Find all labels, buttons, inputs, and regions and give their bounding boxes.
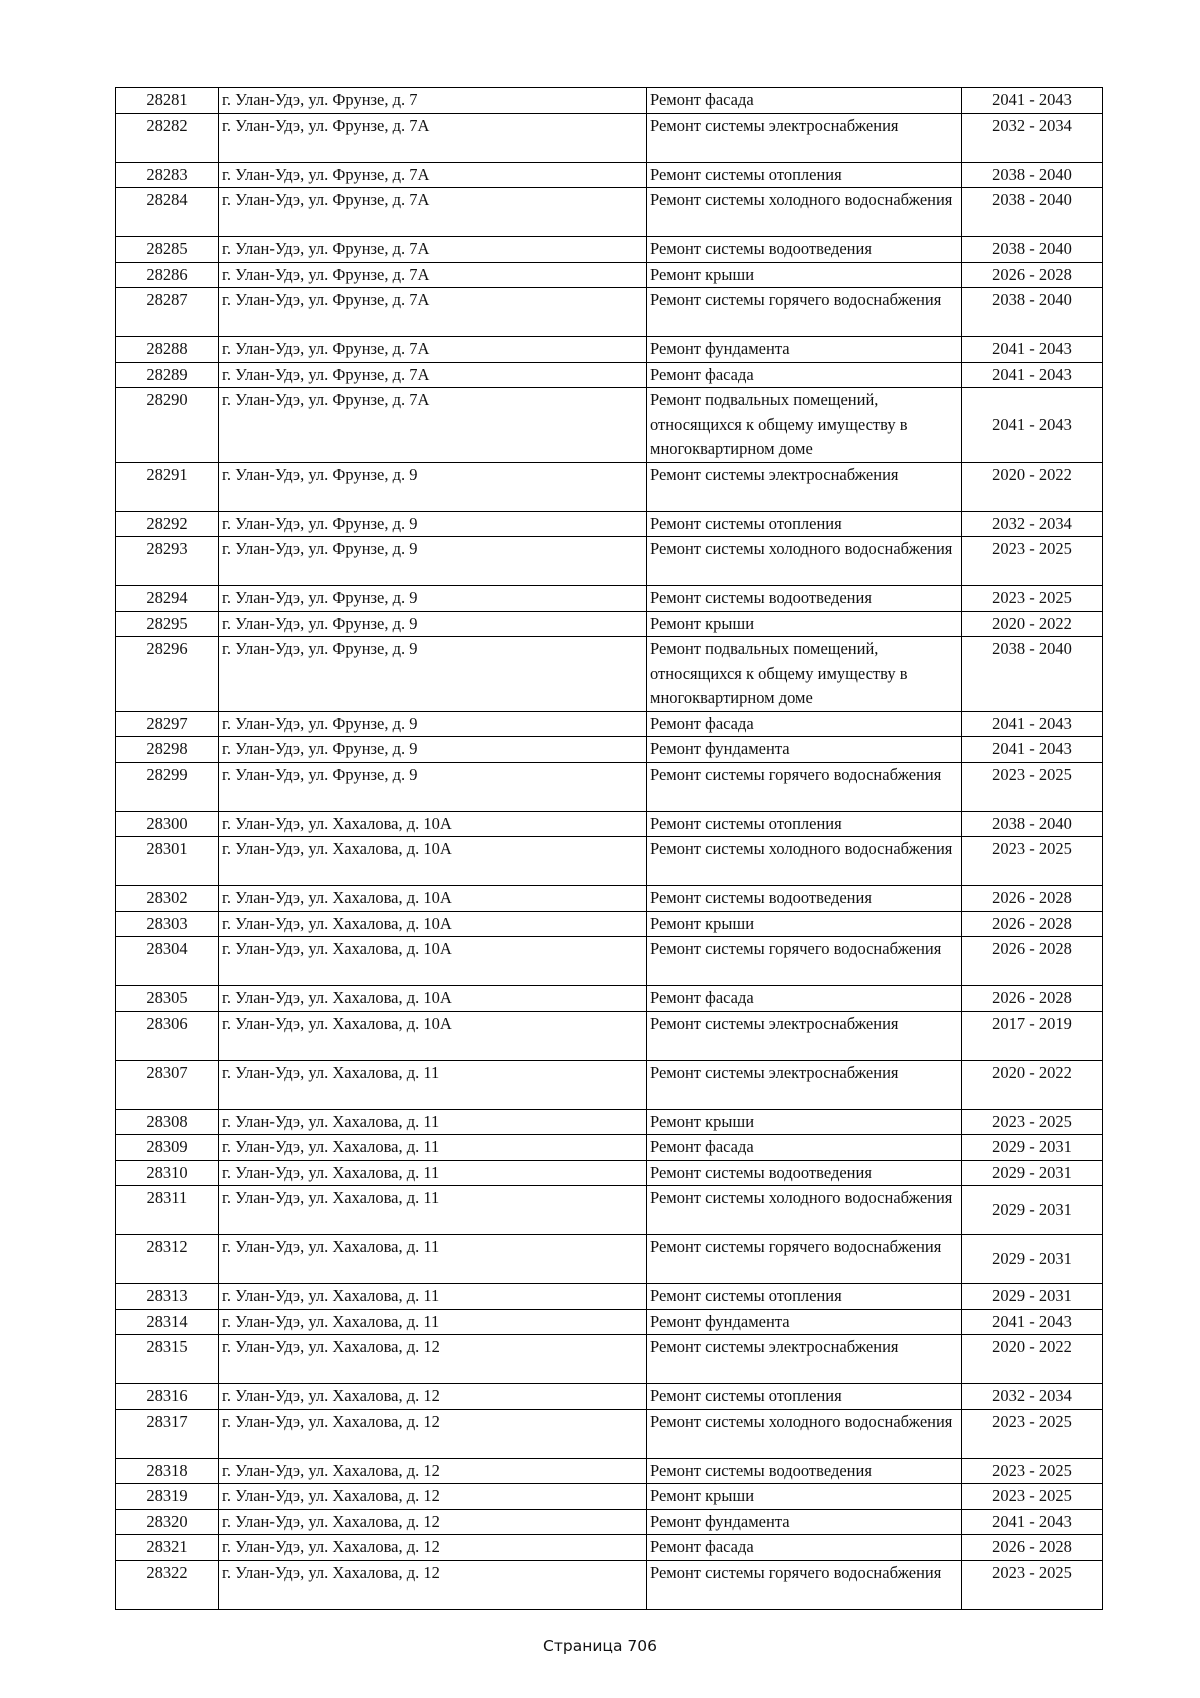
period-cell: 2026 - 2028 — [962, 886, 1103, 912]
address-cell: г. Улан-Удэ, ул. Фрунзе, д. 9 — [219, 511, 647, 537]
address-cell: г. Улан-Удэ, ул. Фрунзе, д. 7А — [219, 188, 647, 237]
address-cell: г. Улан-Удэ, ул. Хахалова, д. 10А — [219, 886, 647, 912]
row-number: 28298 — [116, 737, 219, 763]
address-cell: г. Улан-Удэ, ул. Хахалова, д. 12 — [219, 1560, 647, 1609]
period-cell: 2026 - 2028 — [962, 1535, 1103, 1561]
period-cell: 2041 - 2043 — [962, 388, 1103, 463]
table-row — [116, 1186, 1103, 1235]
table-row — [116, 511, 1103, 537]
table-row — [116, 762, 1103, 811]
table-row — [116, 1384, 1103, 1410]
work-type-cell: Ремонт системы водоотведения — [647, 886, 962, 912]
work-type-cell: Ремонт системы электроснабжения — [647, 113, 962, 162]
period-cell: 2023 - 2025 — [962, 537, 1103, 586]
table-row — [116, 811, 1103, 837]
address-cell: г. Улан-Удэ, ул. Хахалова, д. 10А — [219, 986, 647, 1012]
table-row — [116, 586, 1103, 612]
row-number: 28285 — [116, 237, 219, 263]
table-row — [116, 388, 1103, 463]
work-type-cell: Ремонт подвальных помещений, относящихся к общему имуществу в многоквартирном доме — [647, 637, 962, 712]
table-row — [116, 462, 1103, 511]
period-cell: 2029 - 2031 — [962, 1135, 1103, 1161]
address-cell: г. Улан-Удэ, ул. Хахалова, д. 11 — [219, 1109, 647, 1135]
period-cell: 2023 - 2025 — [962, 1409, 1103, 1458]
work-type-cell: Ремонт системы горячего водоснабжения — [647, 288, 962, 337]
table-row — [116, 1409, 1103, 1458]
work-type-cell: Ремонт системы горячего водоснабжения — [647, 937, 962, 986]
period-cell: 2038 - 2040 — [962, 811, 1103, 837]
address-cell: г. Улан-Удэ, ул. Хахалова, д. 12 — [219, 1384, 647, 1410]
work-type-cell: Ремонт системы горячего водоснабжения — [647, 1560, 962, 1609]
table-row — [116, 711, 1103, 737]
work-type-cell: Ремонт фасада — [647, 986, 962, 1012]
row-number: 28322 — [116, 1560, 219, 1609]
work-type-cell: Ремонт системы горячего водоснабжения — [647, 762, 962, 811]
table-row — [116, 937, 1103, 986]
address-cell: г. Улан-Удэ, ул. Хахалова, д. 12 — [219, 1335, 647, 1384]
address-cell: г. Улан-Удэ, ул. Фрунзе, д. 7А — [219, 237, 647, 263]
period-cell: 2023 - 2025 — [962, 1458, 1103, 1484]
work-type-cell: Ремонт системы электроснабжения — [647, 462, 962, 511]
row-number: 28290 — [116, 388, 219, 463]
work-type-cell: Ремонт крыши — [647, 611, 962, 637]
table-row — [116, 1060, 1103, 1109]
table-row — [116, 837, 1103, 886]
table-row — [116, 337, 1103, 363]
row-number: 28304 — [116, 937, 219, 986]
work-type-cell: Ремонт системы водоотведения — [647, 237, 962, 263]
period-cell: 2038 - 2040 — [962, 637, 1103, 712]
address-cell: г. Улан-Удэ, ул. Хахалова, д. 11 — [219, 1284, 647, 1310]
period-cell: 2041 - 2043 — [962, 737, 1103, 763]
table-row — [116, 88, 1103, 114]
row-number: 28317 — [116, 1409, 219, 1458]
period-cell: 2032 - 2034 — [962, 1384, 1103, 1410]
period-cell: 2041 - 2043 — [962, 711, 1103, 737]
work-type-cell: Ремонт фасада — [647, 88, 962, 114]
table-row — [116, 162, 1103, 188]
row-number: 28308 — [116, 1109, 219, 1135]
row-number: 28288 — [116, 337, 219, 363]
row-number: 28296 — [116, 637, 219, 712]
period-cell: 2041 - 2043 — [962, 1309, 1103, 1335]
table-row — [116, 1309, 1103, 1335]
period-cell: 2032 - 2034 — [962, 511, 1103, 537]
address-cell: г. Улан-Удэ, ул. Хахалова, д. 10А — [219, 837, 647, 886]
work-type-cell: Ремонт системы водоотведения — [647, 586, 962, 612]
row-number: 28306 — [116, 1011, 219, 1060]
table-row — [116, 1535, 1103, 1561]
period-cell: 2020 - 2022 — [962, 611, 1103, 637]
row-number: 28318 — [116, 1458, 219, 1484]
row-number: 28297 — [116, 711, 219, 737]
row-number: 28293 — [116, 537, 219, 586]
work-type-cell: Ремонт системы электроснабжения — [647, 1060, 962, 1109]
period-cell: 2038 - 2040 — [962, 162, 1103, 188]
address-cell: г. Улан-Удэ, ул. Хахалова, д. 10А — [219, 937, 647, 986]
address-cell: г. Улан-Удэ, ул. Хахалова, д. 12 — [219, 1535, 647, 1561]
table-row — [116, 611, 1103, 637]
table-row — [116, 262, 1103, 288]
period-cell: 2029 - 2031 — [962, 1235, 1103, 1284]
work-type-cell: Ремонт крыши — [647, 1109, 962, 1135]
address-cell: г. Улан-Удэ, ул. Хахалова, д. 11 — [219, 1235, 647, 1284]
period-cell: 2023 - 2025 — [962, 1560, 1103, 1609]
table-row — [116, 537, 1103, 586]
address-cell: г. Улан-Удэ, ул. Фрунзе, д. 7А — [219, 388, 647, 463]
table-row — [116, 1235, 1103, 1284]
table-row — [116, 886, 1103, 912]
row-number: 28286 — [116, 262, 219, 288]
table-row — [116, 113, 1103, 162]
period-cell: 2038 - 2040 — [962, 288, 1103, 337]
period-cell: 2038 - 2040 — [962, 188, 1103, 237]
row-number: 28291 — [116, 462, 219, 511]
row-number: 28311 — [116, 1186, 219, 1235]
row-number: 28281 — [116, 88, 219, 114]
row-number: 28289 — [116, 362, 219, 388]
period-cell: 2026 - 2028 — [962, 937, 1103, 986]
address-cell: г. Улан-Удэ, ул. Хахалова, д. 11 — [219, 1160, 647, 1186]
row-number: 28303 — [116, 911, 219, 937]
row-number: 28312 — [116, 1235, 219, 1284]
row-number: 28321 — [116, 1535, 219, 1561]
work-type-cell: Ремонт крыши — [647, 911, 962, 937]
work-type-cell: Ремонт крыши — [647, 1484, 962, 1510]
row-number: 28307 — [116, 1060, 219, 1109]
table-row — [116, 1160, 1103, 1186]
address-cell: г. Улан-Удэ, ул. Фрунзе, д. 7А — [219, 362, 647, 388]
table-row — [116, 188, 1103, 237]
work-type-cell: Ремонт системы холодного водоснабжения — [647, 188, 962, 237]
address-cell: г. Улан-Удэ, ул. Хахалова, д. 10А — [219, 811, 647, 837]
period-cell: 2017 - 2019 — [962, 1011, 1103, 1060]
address-cell: г. Улан-Удэ, ул. Хахалова, д. 11 — [219, 1186, 647, 1235]
table-row — [116, 1458, 1103, 1484]
table-row — [116, 1135, 1103, 1161]
row-number: 28283 — [116, 162, 219, 188]
address-cell: г. Улан-Удэ, ул. Фрунзе, д. 9 — [219, 537, 647, 586]
period-cell: 2020 - 2022 — [962, 462, 1103, 511]
work-type-cell: Ремонт системы холодного водоснабжения — [647, 537, 962, 586]
work-type-cell: Ремонт системы электроснабжения — [647, 1335, 962, 1384]
address-cell: г. Улан-Удэ, ул. Хахалова, д. 11 — [219, 1309, 647, 1335]
period-cell: 2020 - 2022 — [962, 1060, 1103, 1109]
address-cell: г. Улан-Удэ, ул. Фрунзе, д. 9 — [219, 762, 647, 811]
period-cell: 2023 - 2025 — [962, 837, 1103, 886]
address-cell: г. Улан-Удэ, ул. Фрунзе, д. 7А — [219, 113, 647, 162]
row-number: 28319 — [116, 1484, 219, 1510]
table-row — [116, 362, 1103, 388]
table-row — [116, 637, 1103, 712]
work-type-cell: Ремонт системы водоотведения — [647, 1458, 962, 1484]
row-number: 28314 — [116, 1309, 219, 1335]
work-type-cell: Ремонт системы холодного водоснабжения — [647, 1409, 962, 1458]
period-cell: 2026 - 2028 — [962, 986, 1103, 1012]
address-cell: г. Улан-Удэ, ул. Фрунзе, д. 9 — [219, 611, 647, 637]
work-type-cell: Ремонт крыши — [647, 262, 962, 288]
table-row — [116, 1484, 1103, 1510]
row-number: 28310 — [116, 1160, 219, 1186]
row-number: 28282 — [116, 113, 219, 162]
table-row — [116, 1011, 1103, 1060]
work-type-cell: Ремонт системы отопления — [647, 1284, 962, 1310]
table-row — [116, 1560, 1103, 1609]
address-cell: г. Улан-Удэ, ул. Хахалова, д. 11 — [219, 1060, 647, 1109]
period-cell: 2041 - 2043 — [962, 337, 1103, 363]
row-number: 28301 — [116, 837, 219, 886]
work-type-cell: Ремонт системы отопления — [647, 1384, 962, 1410]
row-number: 28287 — [116, 288, 219, 337]
period-cell: 2023 - 2025 — [962, 1109, 1103, 1135]
period-cell: 2041 - 2043 — [962, 362, 1103, 388]
period-cell: 2023 - 2025 — [962, 586, 1103, 612]
work-type-cell: Ремонт системы отопления — [647, 162, 962, 188]
row-number: 28305 — [116, 986, 219, 1012]
period-cell: 2041 - 2043 — [962, 88, 1103, 114]
period-cell: 2029 - 2031 — [962, 1186, 1103, 1235]
work-type-cell: Ремонт системы водоотведения — [647, 1160, 962, 1186]
work-type-cell: Ремонт фундамента — [647, 1509, 962, 1535]
work-type-cell: Ремонт системы отопления — [647, 511, 962, 537]
table-row — [116, 911, 1103, 937]
work-type-cell: Ремонт фундамента — [647, 1309, 962, 1335]
address-cell: г. Улан-Удэ, ул. Фрунзе, д. 9 — [219, 711, 647, 737]
address-cell: г. Улан-Удэ, ул. Хахалова, д. 12 — [219, 1509, 647, 1535]
row-number: 28313 — [116, 1284, 219, 1310]
address-cell: г. Улан-Удэ, ул. Хахалова, д. 12 — [219, 1484, 647, 1510]
table-body — [116, 88, 1103, 1610]
table-row — [116, 986, 1103, 1012]
work-type-cell: Ремонт фасада — [647, 711, 962, 737]
address-cell: г. Улан-Удэ, ул. Фрунзе, д. 7А — [219, 337, 647, 363]
table-row — [116, 237, 1103, 263]
period-cell: 2029 - 2031 — [962, 1284, 1103, 1310]
table-row — [116, 737, 1103, 763]
period-cell: 2020 - 2022 — [962, 1335, 1103, 1384]
work-type-cell: Ремонт фундамента — [647, 737, 962, 763]
address-cell: г. Улан-Удэ, ул. Хахалова, д. 12 — [219, 1458, 647, 1484]
address-cell: г. Улан-Удэ, ул. Фрунзе, д. 9 — [219, 637, 647, 712]
work-type-cell: Ремонт системы отопления — [647, 811, 962, 837]
address-cell: г. Улан-Удэ, ул. Фрунзе, д. 9 — [219, 586, 647, 612]
address-cell: г. Улан-Удэ, ул. Хахалова, д. 10А — [219, 911, 647, 937]
address-cell: г. Улан-Удэ, ул. Фрунзе, д. 9 — [219, 462, 647, 511]
work-type-cell: Ремонт системы холодного водоснабжения — [647, 1186, 962, 1235]
address-cell: г. Улан-Удэ, ул. Фрунзе, д. 7А — [219, 288, 647, 337]
row-number: 28315 — [116, 1335, 219, 1384]
work-type-cell: Ремонт фундамента — [647, 337, 962, 363]
address-cell: г. Улан-Удэ, ул. Хахалова, д. 11 — [219, 1135, 647, 1161]
period-cell: 2029 - 2031 — [962, 1160, 1103, 1186]
work-type-cell: Ремонт фасада — [647, 1135, 962, 1161]
row-number: 28292 — [116, 511, 219, 537]
repair-schedule-table — [115, 87, 1103, 1610]
work-type-cell: Ремонт фасада — [647, 1535, 962, 1561]
period-cell: 2026 - 2028 — [962, 911, 1103, 937]
page-number: Страница 706 — [543, 1637, 657, 1655]
row-number: 28300 — [116, 811, 219, 837]
address-cell: г. Улан-Удэ, ул. Фрунзе, д. 7А — [219, 262, 647, 288]
table-row — [116, 1109, 1103, 1135]
work-type-cell: Ремонт системы горячего водоснабжения — [647, 1235, 962, 1284]
work-type-cell: Ремонт системы электроснабжения — [647, 1011, 962, 1060]
work-type-cell: Ремонт фасада — [647, 362, 962, 388]
period-cell: 2032 - 2034 — [962, 113, 1103, 162]
row-number: 28295 — [116, 611, 219, 637]
row-number: 28299 — [116, 762, 219, 811]
table-row — [116, 1509, 1103, 1535]
table-row — [116, 288, 1103, 337]
address-cell: г. Улан-Удэ, ул. Фрунзе, д. 7 — [219, 88, 647, 114]
row-number: 28320 — [116, 1509, 219, 1535]
row-number: 28284 — [116, 188, 219, 237]
row-number: 28316 — [116, 1384, 219, 1410]
address-cell: г. Улан-Удэ, ул. Хахалова, д. 12 — [219, 1409, 647, 1458]
table-row — [116, 1284, 1103, 1310]
period-cell: 2038 - 2040 — [962, 237, 1103, 263]
period-cell: 2026 - 2028 — [962, 262, 1103, 288]
period-cell: 2023 - 2025 — [962, 762, 1103, 811]
period-cell: 2023 - 2025 — [962, 1484, 1103, 1510]
period-cell: 2041 - 2043 — [962, 1509, 1103, 1535]
address-cell: г. Улан-Удэ, ул. Фрунзе, д. 9 — [219, 737, 647, 763]
address-cell: г. Улан-Удэ, ул. Фрунзе, д. 7А — [219, 162, 647, 188]
row-number: 28294 — [116, 586, 219, 612]
work-type-cell: Ремонт подвальных помещений, относящихся к общему имуществу в многоквартирном доме — [647, 388, 962, 463]
row-number: 28302 — [116, 886, 219, 912]
address-cell: г. Улан-Удэ, ул. Хахалова, д. 10А — [219, 1011, 647, 1060]
work-type-cell: Ремонт системы холодного водоснабжения — [647, 837, 962, 886]
row-number: 28309 — [116, 1135, 219, 1161]
table-row — [116, 1335, 1103, 1384]
